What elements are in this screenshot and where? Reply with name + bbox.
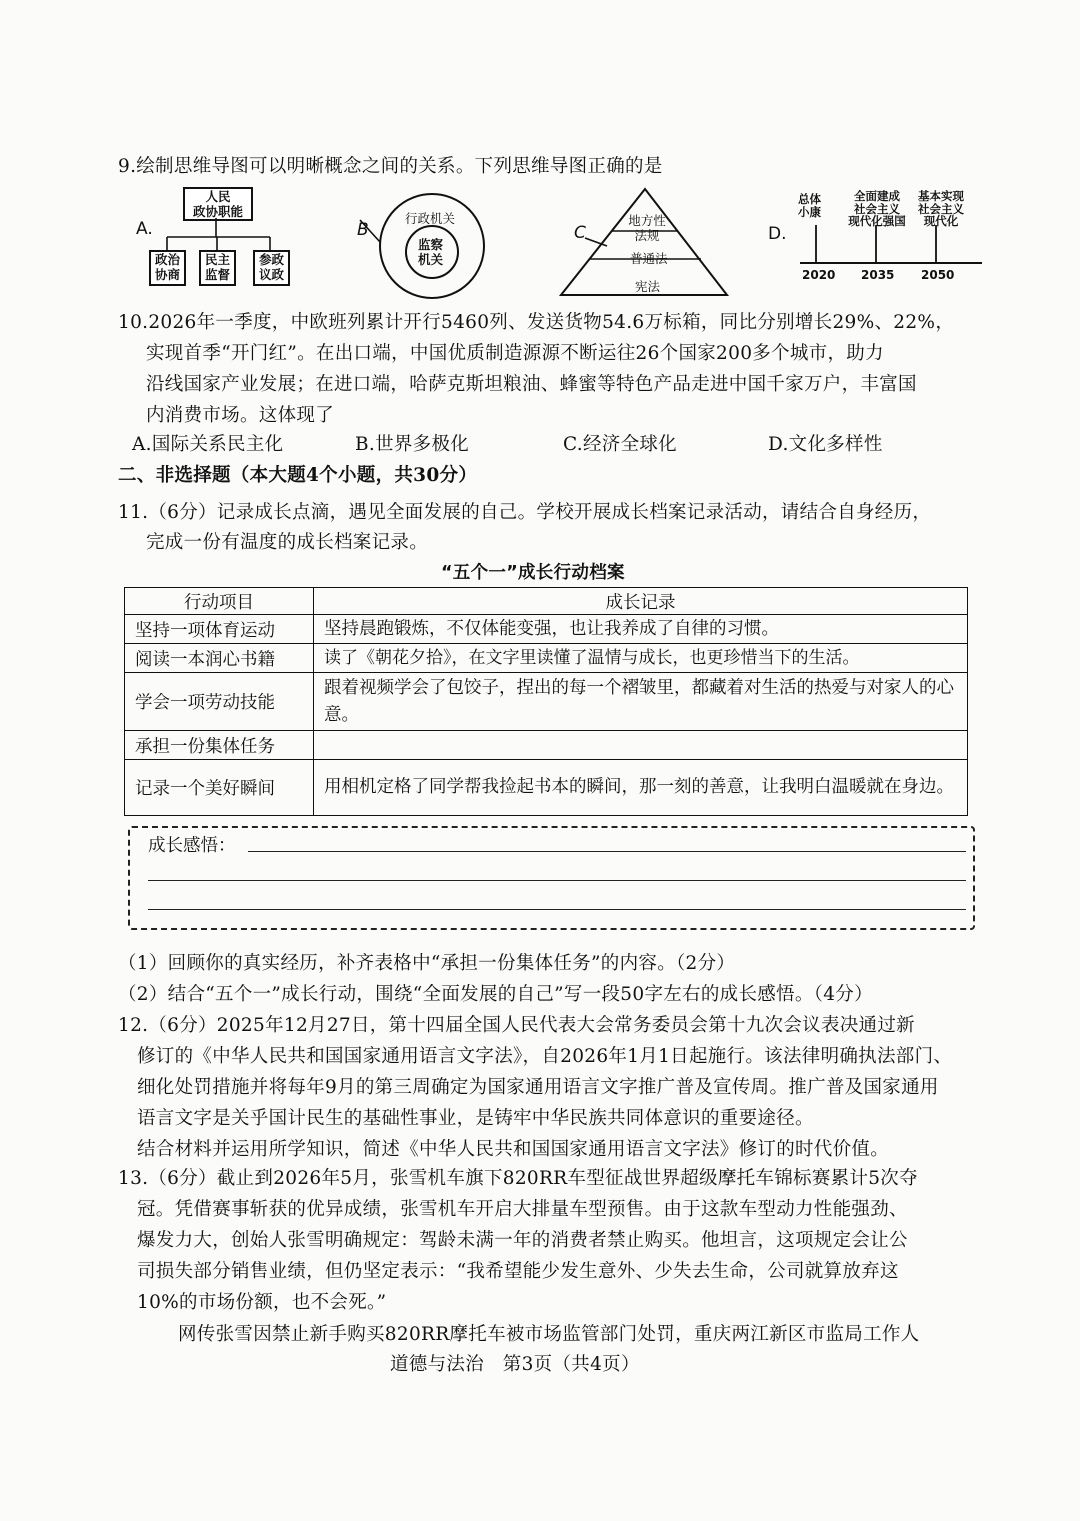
table-cell-item: 记录一个美好瞬间 [125,760,314,816]
question-12-line: 修订的《中华人民共和国国家通用语言文字法》，自2026年1月1日起施行。该法律明确执法部门、 [137,1046,953,1067]
table-row [125,673,968,731]
question-11-sub-1: （1）回顾你的真实经历，补齐表格中“承担一份集体任务”的内容。（2分） [118,953,736,974]
option-d-year-3: 2050 [921,268,955,282]
option-d-letter: D. [768,224,787,244]
question-12-line: 12.（6分）2025年12月27日，第十四届全国人民代表大会常务委员会第十九次会议表决通过新 [118,1015,915,1036]
table-cell-record: 跟着视频学会了包饺子，捏出的每一个褶皱里，都藏着对生活的热爱与对家人的心意。 [314,673,968,731]
option-d-goal-2: 全面建成 社会主义 现代化强国 [848,189,906,228]
answer-line[interactable] [148,880,966,881]
table-row [125,760,968,816]
question-11-line: 完成一份有温度的成长档案记录。 [146,532,429,553]
page-footer: 道德与法治 第3页（共4页） [390,1354,640,1375]
question-10-line: 10.2026年一季度，中欧班列累计开行5460列、发送货物54.6万标箱，同比分别增长29%、22%， [118,312,955,333]
option-d-year-1: 2020 [802,268,836,282]
table-header-row [125,588,968,615]
option-c-top-label: 地方性 法规 [628,213,666,243]
option-a-letter: A. [136,219,153,239]
question-13-line: 冠。凭借赛事斩获的优异成绩，张雪机车开启大排量车型预售。由于这款车型动力性能强劲、 [137,1199,908,1220]
table-row [125,731,968,760]
question-10-line: 内消费市场。这体现了 [146,405,335,426]
option-d-year-2: 2035 [861,268,895,282]
table-cell-record-empty[interactable] [314,731,968,760]
option-a-root: 人民 政协职能 [183,187,253,221]
option-b-letter: B [357,220,369,240]
question-10-option-b: B.世界多极化 [355,434,470,455]
table-title: “五个一”成长行动档案 [441,563,625,583]
option-b-outer-label: 行政机关 [405,211,456,226]
table-cell-record: 用相机定格了同学帮我捡起书本的瞬间，那一刻的善意，让我明白温暖就在身边。 [314,760,968,816]
answer-line[interactable] [248,851,966,852]
question-11-sub-2: （2）结合“五个一”成长行动，围绕“全面发展的自己”写一段50字左右的成长感悟。（4分） [118,984,873,1005]
table-cell-record: 坚持晨跑锻炼，不仅体能变强，也让我养成了自律的习惯。 [314,615,968,644]
option-a-child-3: 参政 议政 [253,250,290,286]
option-c-middle-label: 普通法 [630,251,668,266]
option-a-child-1: 政治 协商 [149,250,186,286]
question-10-option-a: A.国际关系民主化 [132,434,284,455]
table-cell-item: 承担一份集体任务 [125,731,314,760]
option-a-child-2: 民主 监督 [199,250,236,286]
question-13-line: 13.（6分）截止到2026年5月，张雪机车旗下820RR车型征战世界超级摩托车锦标赛累计5次夺 [118,1168,918,1189]
option-d-goal-1: 总体 小康 [798,192,821,219]
table-row [125,615,968,644]
question-12-line: 细化处罚措施并将每年9月的第三周确定为国家通用语言文字推广普及宣传周。推广普及国家通用 [137,1077,939,1098]
question-13-line: 10%的市场份额，也不会死。” [137,1292,387,1313]
growth-archive-table [124,587,968,816]
question-10-line: 实现首季“开门红”。在出口端，中国优质制造源源不断运往26个国家200多个城市，助力 [146,343,884,364]
question-13-line: 网传张雪因禁止新手购买820RR摩托车被市场监管部门处罚，重庆两江新区市监局工作人 [178,1324,920,1345]
question-13-line: 爆发力大，创始人张雪明确规定：驾龄未满一年的消费者禁止购买。他坦言，这项规定会让公 [137,1230,908,1251]
option-b-inner-label: 监察 机关 [418,237,444,267]
question-10-option-d: D.文化多样性 [768,434,883,455]
reflection-label: 成长感悟： [148,836,236,856]
question-9-stem: 9.绘制思维导图可以明晰概念之间的关系。下列思维导图正确的是 [118,156,663,177]
table-header-record: 成长记录 [314,588,968,615]
table-cell-item: 学会一项劳动技能 [125,673,314,731]
table-cell-item: 阅读一本润心书籍 [125,644,314,673]
section-2-heading: 二、非选择题（本大题4个小题，共30分） [118,465,478,486]
answer-line[interactable] [148,909,966,910]
option-c-bottom-label: 宪法 [635,279,661,294]
question-10-option-c: C.经济全球化 [563,434,677,455]
question-12-prompt: 结合材料并运用所学知识，简述《中华人民共和国国家通用语言文字法》修订的时代价值。 [137,1139,890,1160]
question-10-line: 沿线国家产业发展；在进口端，哈萨克斯坦粮油、蜂蜜等特色产品走进中国千家万户，丰富国 [146,374,917,395]
option-a-connectors [140,215,310,255]
reflection-box [128,826,975,930]
option-d-goal-3: 基本实现 社会主义 现代化 [918,189,964,228]
table-header-item: 行动项目 [125,588,314,615]
question-13-line: 司损失部分销售业绩，但仍坚定表示：“我希望能少发生意外、少失去生命，公司就算放弃这 [137,1261,899,1282]
table-row [125,644,968,673]
question-12-line: 语言文字是关乎国计民生的基础性事业，是铸牢中华民族共同体意识的重要途径。 [137,1108,814,1129]
table-cell-record: 读了《朝花夕拾》，在文字里读懂了温情与成长，也更珍惜当下的生活。 [314,644,968,673]
question-11-line: 11.（6分）记录成长点滴，遇见全面发展的自己。学校开展成长档案记录活动，请结合自身经历， [118,502,932,523]
option-c-letter: C [574,223,586,243]
table-cell-item: 坚持一项体育运动 [125,615,314,644]
